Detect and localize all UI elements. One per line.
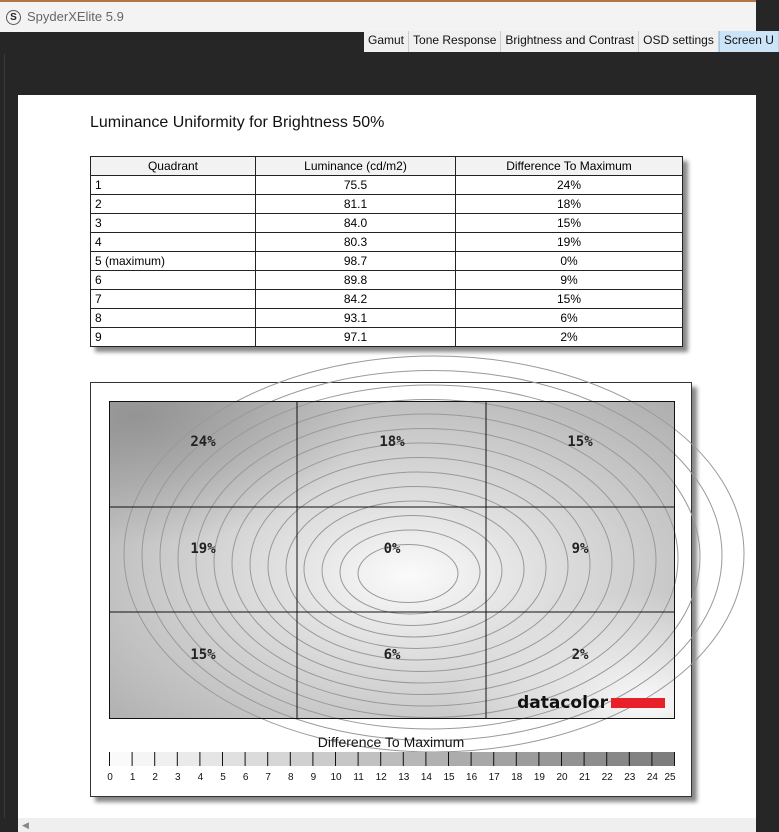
color-scale [109, 752, 689, 784]
color-scale-tick-label: 9 [310, 772, 317, 783]
cell-difference-label: 9% [571, 541, 589, 557]
color-scale-swatch [516, 752, 539, 766]
difference-cell: 9% [456, 271, 683, 290]
luminance-cell: 93.1 [256, 309, 456, 328]
color-scale-tick-label: 15 [443, 772, 455, 783]
color-scale-swatch [584, 752, 607, 766]
color-scale-tick-label: 2 [152, 772, 158, 783]
difference-cell: 0% [456, 252, 683, 271]
quadrant-cell: 4 [91, 233, 256, 252]
tab-screen-uniformity[interactable]: Screen U [719, 31, 779, 52]
cell-difference-label: 0% [383, 541, 401, 557]
scroll-left-icon[interactable]: ◀ [22, 820, 29, 830]
tab-bar [364, 31, 779, 52]
luminance-cell: 98.7 [256, 252, 456, 271]
table-row [91, 195, 683, 214]
quadrant-cell: 1 [91, 176, 256, 195]
color-scale-tick-label: 23 [624, 772, 636, 783]
table-row [91, 252, 683, 271]
luminance-cell: 97.1 [256, 328, 456, 347]
tab-brightness-contrast[interactable]: Brightness and Contrast [501, 31, 639, 52]
color-scale-swatch [403, 752, 426, 766]
color-scale-tick-label: 17 [488, 772, 500, 783]
color-scale-swatch [109, 752, 132, 766]
cell-difference-label: 18% [379, 434, 405, 450]
color-scale-swatch [493, 752, 516, 766]
color-scale-swatch [380, 752, 403, 766]
cell-difference-label: 15% [190, 647, 216, 663]
difference-cell: 15% [456, 290, 683, 309]
report-title: Luminance Uniformity for Brightness 50% [90, 114, 385, 131]
quadrant-cell: 3 [91, 214, 256, 233]
color-scale-swatch [425, 752, 448, 766]
color-scale-swatch [629, 752, 652, 766]
color-scale-tick-label: 24 [646, 772, 658, 783]
quadrant-cell: 9 [91, 328, 256, 347]
window-title: SpyderXElite 5.9 [27, 9, 124, 24]
table-row [91, 271, 683, 290]
difference-cell: 24% [456, 176, 683, 195]
datacolor-logo: datacolor [517, 693, 608, 713]
color-scale-tick-label: 16 [466, 772, 478, 783]
luminance-cell: 89.8 [256, 271, 456, 290]
header-luminance: Luminance (cd/m2) [256, 157, 456, 176]
luminance-table [90, 156, 683, 347]
table-row [91, 328, 683, 347]
cell-difference-label: 19% [190, 541, 216, 557]
color-scale-swatch [199, 752, 222, 766]
color-scale-swatch [290, 752, 313, 766]
color-scale-swatch [651, 752, 674, 766]
color-scale-swatch [561, 752, 584, 766]
color-scale-tick-label: 19 [533, 772, 545, 783]
quadrant-cell: 5 (maximum) [91, 252, 256, 271]
color-scale-tick-label: 25 [664, 772, 676, 783]
quadrant-cell: 6 [91, 271, 256, 290]
color-scale-swatch [606, 752, 629, 766]
luminance-cell: 81.1 [256, 195, 456, 214]
color-scale-swatch [335, 752, 358, 766]
table-row [91, 214, 683, 233]
title-bar [0, 0, 756, 32]
difference-cell: 6% [456, 309, 683, 328]
cell-difference-label: 15% [567, 434, 593, 450]
color-scale-swatch [222, 752, 245, 766]
quadrant-cell: 7 [91, 290, 256, 309]
color-scale-tick-label: 13 [398, 772, 410, 783]
difference-cell: 2% [456, 328, 683, 347]
datacolor-logo-bar [611, 698, 665, 708]
color-scale-swatch [132, 752, 155, 766]
cell-difference-label: 6% [383, 647, 401, 663]
luminance-cell: 75.5 [256, 176, 456, 195]
uniformity-chart [90, 382, 692, 797]
table-row [91, 176, 683, 195]
luminance-cell: 84.2 [256, 290, 456, 309]
color-scale-tick-label: 5 [220, 772, 226, 783]
color-scale-tick-label: 1 [129, 772, 136, 783]
color-scale-tick-label: 7 [265, 772, 271, 783]
color-scale-tick-label: 10 [330, 772, 342, 783]
quadrant-cell: 2 [91, 195, 256, 214]
table-row [91, 309, 683, 328]
table-row [91, 290, 683, 309]
horizontal-scrollbar[interactable] [18, 818, 756, 832]
color-scale-tick-label: 14 [420, 772, 432, 783]
luminance-cell: 80.3 [256, 233, 456, 252]
difference-cell: 15% [456, 214, 683, 233]
header-quadrant: Quadrant [91, 157, 256, 176]
color-scale-swatch [448, 752, 471, 766]
color-scale-tick-label: 3 [175, 772, 181, 783]
cell-difference-label: 2% [571, 647, 589, 663]
quadrant-cell: 8 [91, 309, 256, 328]
cell-difference-label: 24% [190, 434, 216, 450]
color-scale-tick-label: 22 [601, 772, 613, 783]
luminance-cell: 84.0 [256, 214, 456, 233]
uniformity-heatmap [109, 401, 675, 719]
table-row [91, 233, 683, 252]
color-scale-swatch [154, 752, 177, 766]
color-scale-tick-label: 12 [375, 772, 387, 783]
color-scale-tick-label: 6 [242, 772, 249, 783]
color-scale-tick-label: 11 [353, 772, 364, 783]
color-scale-tick-label: 21 [579, 772, 591, 783]
tab-osd-settings[interactable]: OSD settings [639, 31, 719, 52]
color-scale-tick-label: 20 [556, 772, 568, 783]
color-scale-swatch [538, 752, 561, 766]
app-logo-icon: S [6, 10, 21, 25]
difference-cell: 18% [456, 195, 683, 214]
tab-gamut[interactable]: Gamut [364, 31, 409, 52]
difference-cell: 19% [456, 233, 683, 252]
color-scale-tick-label: 18 [511, 772, 523, 783]
color-scale-swatch [245, 752, 268, 766]
tab-tone-response[interactable]: Tone Response [409, 31, 501, 52]
header-difference: Difference To Maximum [456, 157, 683, 176]
color-scale-tick-label: 0 [107, 772, 113, 783]
color-scale-swatch [358, 752, 381, 766]
color-scale-swatch [267, 752, 290, 766]
color-scale-swatch [312, 752, 335, 766]
color-scale-swatch [471, 752, 494, 766]
color-scale-tick-label: 8 [288, 772, 294, 783]
legend-title: Difference To Maximum [317, 734, 465, 750]
color-scale-swatch [177, 752, 200, 766]
left-panel-edge [0, 54, 5, 818]
color-scale-tick-label: 4 [197, 772, 204, 783]
